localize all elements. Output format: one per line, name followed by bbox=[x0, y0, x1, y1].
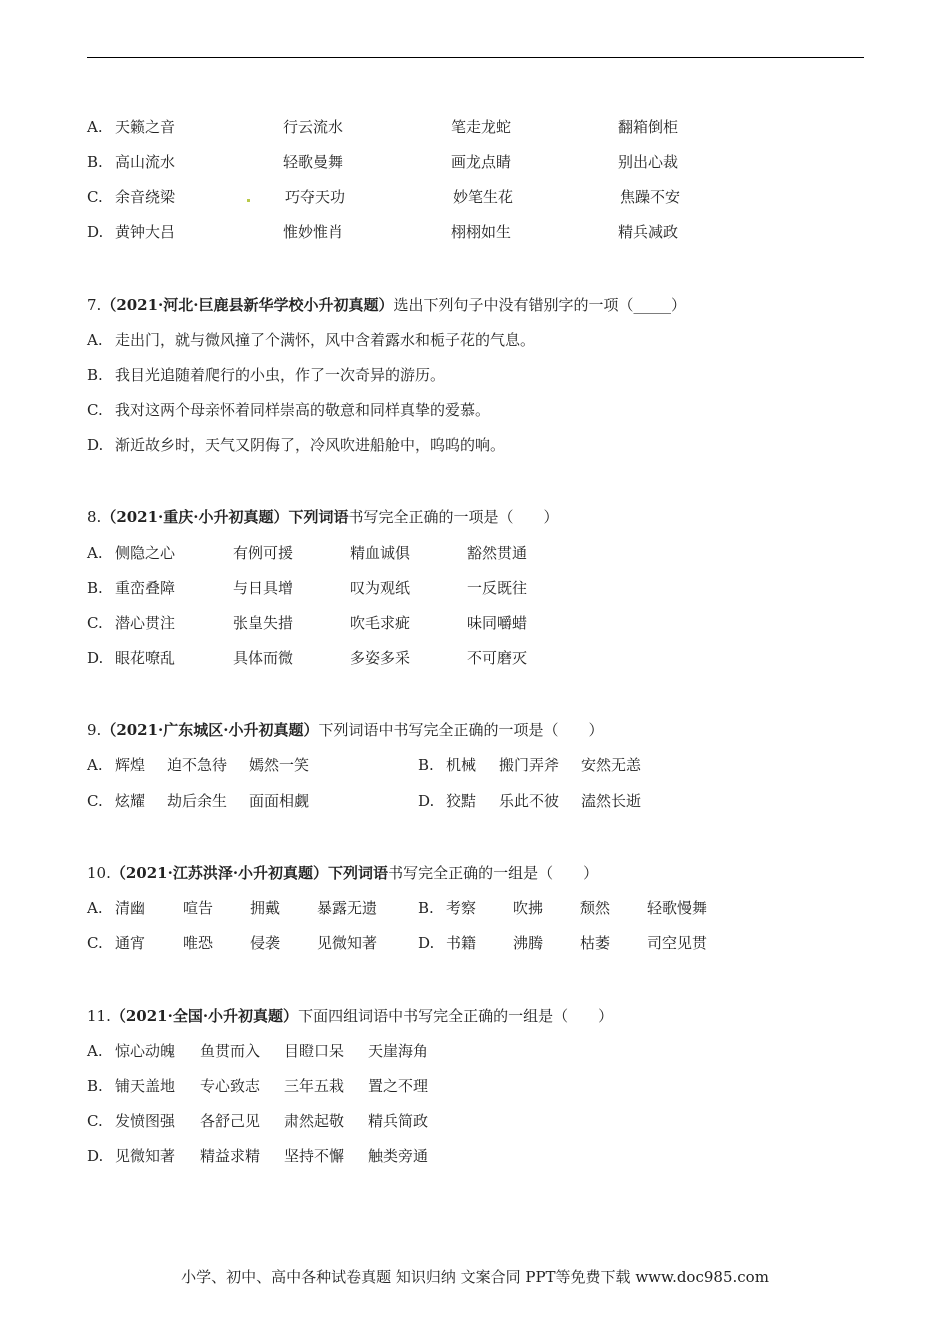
stray-mark bbox=[247, 199, 250, 202]
q7-option-c: C. 我对这两个母亲怀着同样崇高的敬意和同样真挚的爱慕。 bbox=[87, 401, 491, 419]
q7-option-a: A. 走出门，就与微风撞了个满怀，风中含着露水和栀子花的气息。 bbox=[87, 331, 536, 349]
q9-stem: 9.（2021·广东城区·小升初真题）下列词语中书写完全正确的一项是（ ） bbox=[87, 721, 604, 739]
q8-stem: 8.（2021·重庆·小升初真题）下列词语书写完全正确的一项是（ ） bbox=[87, 508, 559, 526]
q7-option-b: B. 我目光追随着爬行的小虫，作了一次奇异的游历。 bbox=[87, 366, 446, 384]
q10-stem: 10.（2021·江苏洪泽·小升初真题）下列词语书写完全正确的一组是（ ） bbox=[87, 864, 599, 882]
q7-stem: 7.（2021·河北·巨鹿县新华学校小升初真题）选出下列句子中没有错别字的一项（_____） bbox=[87, 296, 687, 314]
q7-option-d: D. 渐近故乡时，天气又阴侮了，冷风吹进船舱中，呜呜的响。 bbox=[87, 436, 506, 454]
header-rule bbox=[87, 57, 864, 58]
q11-stem: 11.（2021·全国·小升初真题）下面四组词语中书写完全正确的一组是（ ） bbox=[87, 1007, 614, 1025]
page-footer: 小学、初中、高中各种试卷真题 知识归纳 文案合同 PPT等免费下载 www.doc985.com bbox=[181, 1268, 769, 1286]
